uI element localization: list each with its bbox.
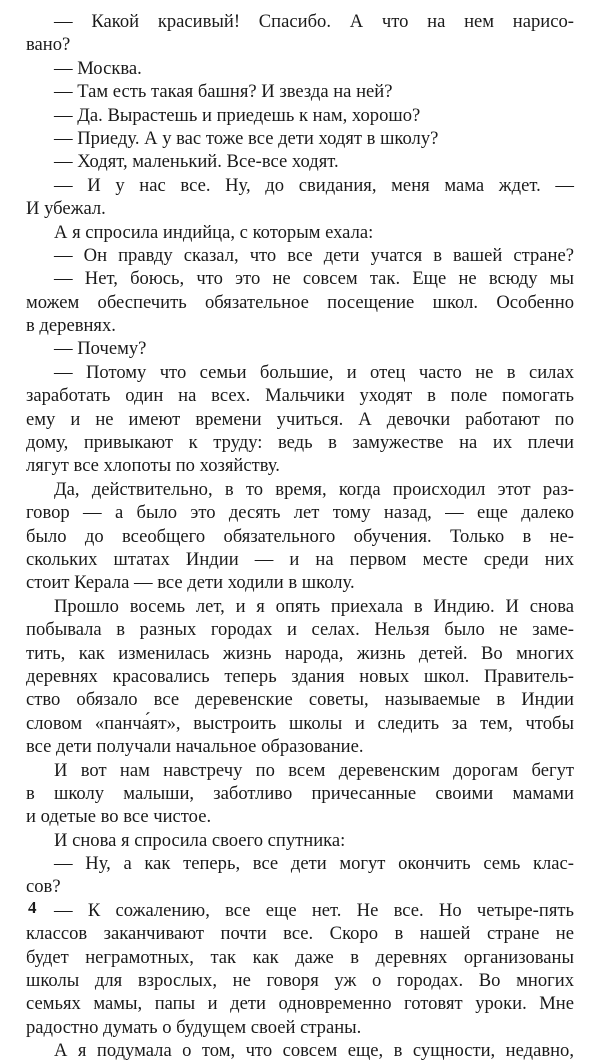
text-line: классов заканчивают почти все. Скоро в нашей стране не: [26, 923, 574, 945]
text-line: ство обязало все деревенские советы, называемые в Индии: [26, 689, 574, 711]
text-line: словом «панча́ят», выстроить школы и следить за тем, чтобы: [26, 712, 574, 734]
text-line: И снова я спросила своего спутника:: [54, 829, 346, 851]
page-body: [26, 10, 574, 1063]
text-line: — Почему?: [54, 338, 147, 360]
text-line: деревнях красовались теперь здания новых школ. Правитель-: [26, 665, 574, 687]
text-line: — Приеду. А у вас тоже все дети ходят в школу?: [54, 127, 439, 149]
text-line: будет неграмотных, так как даже в деревнях организованы: [26, 946, 574, 968]
text-line: семьях мамы, папы и дети одновременно готовят уроки. Мне: [26, 993, 574, 1015]
text-line: все дети получали начальное образование.: [26, 736, 364, 758]
text-line: дому, привыкают к труду: ведь в замужестве на их плечи: [26, 432, 574, 454]
text-line: тить, как изменилась жизнь народа, жизнь детей. Во многих: [26, 642, 574, 664]
text-line: в деревнях.: [26, 315, 116, 337]
text-line: Да, действительно, в то время, когда происходил этот раз-: [54, 478, 574, 500]
text-line: Прошло восемь лет, и я опять приехала в Индию. И снова: [54, 595, 574, 617]
text-line: — И у нас все. Ну, до свидания, меня мама ждет. —: [54, 174, 574, 196]
text-line: побывала в разных городах и селах. Нельзя было не заме-: [26, 619, 574, 641]
text-line: было до всеобщего обязательного обучения. Только в не-: [26, 525, 574, 547]
text-line: лягут все хлопоты по хозяйству.: [26, 455, 280, 477]
text-line: вано?: [26, 34, 71, 56]
text-line: радостно думать о будущем своей страны.: [26, 1016, 362, 1038]
text-line: школы для взрослых, не говоря уж о городах. Во многих: [26, 970, 574, 992]
text-line: сов?: [26, 876, 61, 898]
text-line: — Там есть такая башня? И звезда на ней?: [54, 81, 393, 103]
text-line: — Ходят, маленький. Все-все ходят.: [54, 151, 339, 173]
text-line: — Он правду сказал, что все дети учатся в вашей стране?: [54, 244, 574, 266]
text-line: И убежал.: [26, 198, 106, 220]
text-line: — Да. Вырастешь и приедешь к нам, хорошо?: [54, 104, 421, 126]
text-line: и одетые во все чистое.: [26, 806, 212, 828]
text-line: заработать один на всех. Мальчики уходят в поле помогать: [26, 385, 574, 407]
text-line: — Ну, а как теперь, все дети могут окончить семь клас-: [54, 853, 574, 875]
text-line: говор — а было это десять лет тому назад, — еще далеко: [26, 502, 574, 524]
text-line: — Потому что семьи большие, и отец часто не в силах: [54, 361, 574, 383]
text-line: — Какой красивый! Спасибо. А что на нем нарисо-: [54, 11, 574, 32]
text-line: в школу малыши, заботливо причесанные своими мамами: [26, 782, 574, 804]
text-line: А я спросила индийца, с которым ехала:: [54, 221, 374, 243]
text-line: стоит Керала — все дети ходили в школу.: [26, 572, 355, 594]
text-line: — Нет, боюсь, что это не совсем так. Еще не всюду мы: [54, 268, 574, 290]
page-number: 4: [28, 898, 37, 917]
text-line: И вот нам навстречу по всем деревенским дорогам бегут: [54, 759, 574, 781]
text-line: ему и не имеют времени учиться. А девочки работают по: [26, 408, 574, 430]
text-line: А я подумала о том, что совсем еще, в сущности, недавно,: [54, 1040, 574, 1062]
text-line: можем обеспечить обязательное посещение школ. Особенно: [26, 291, 574, 313]
text-line: скольких штатах Индии — и на первом месте среди них: [26, 548, 574, 570]
text-line: — Москва.: [54, 57, 142, 79]
text-line: — К сожалению, все еще нет. Не все. Но четыре-пять: [54, 899, 574, 921]
